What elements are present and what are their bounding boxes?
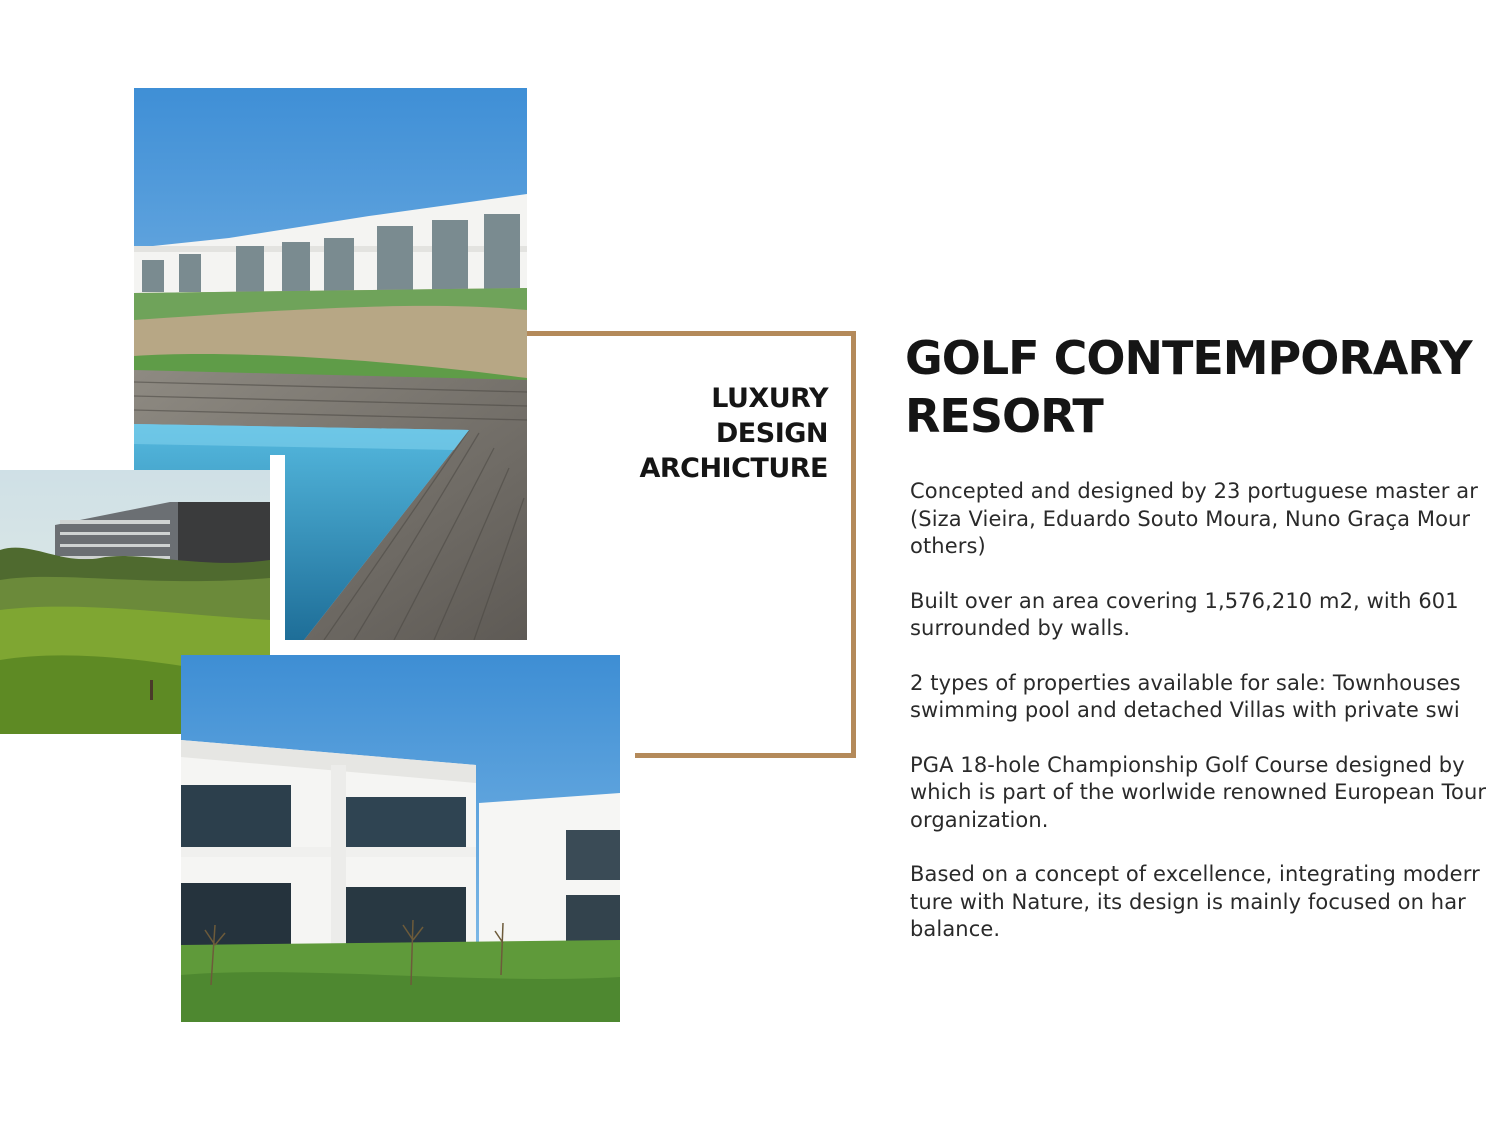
paragraph-properties (910, 670, 1500, 725)
frame-bottom-border (635, 753, 856, 758)
page-title (905, 329, 1472, 445)
title-line: GOLF CONTEMPORARY (905, 331, 1472, 385)
text-line: Built over an area covering 1,576,210 m2, with 601 (910, 588, 1459, 613)
side-label-line: ARCHICTURE (639, 453, 828, 484)
frame-right-border (851, 331, 856, 758)
text-line: ture with Nature, its design is mainly focused on har (910, 889, 1466, 914)
text-line: PGA 18-hole Championship Golf Course designed by (910, 752, 1465, 777)
description-block (910, 478, 1500, 958)
text-line: Concepted and designed by 23 portuguese master ar (910, 479, 1478, 503)
text-line: which is part of the worlwide renowned European Tour (910, 780, 1487, 804)
villas-lawn-illustration (181, 655, 620, 1022)
text-line: (Siza Vieira, Eduardo Souto Moura, Nuno Graça Mour (910, 506, 1471, 531)
paragraph-golf-course (910, 752, 1500, 835)
text-line: Based on a concept of excellence, integrating moderr (910, 862, 1480, 886)
side-label-line: DESIGN (715, 418, 828, 449)
paragraph-area (910, 588, 1500, 643)
paragraph-concept (910, 861, 1500, 944)
text-line: swimming pool and detached Villas with private swi (910, 698, 1460, 722)
side-label (639, 381, 828, 486)
text-line: others) (910, 534, 986, 558)
text-line: 2 types of properties available for sale: Townhouses (910, 670, 1461, 695)
side-label-line: LUXURY (711, 383, 828, 414)
frame-top-border (527, 331, 856, 336)
title-line: RESORT (905, 389, 1103, 443)
text-line: surrounded by walls. (910, 616, 1131, 640)
paragraph-architects (910, 478, 1500, 561)
text-line: organization. (910, 807, 1049, 832)
villas-lawn-photo (181, 655, 620, 1022)
text-line: balance. (910, 917, 1001, 941)
